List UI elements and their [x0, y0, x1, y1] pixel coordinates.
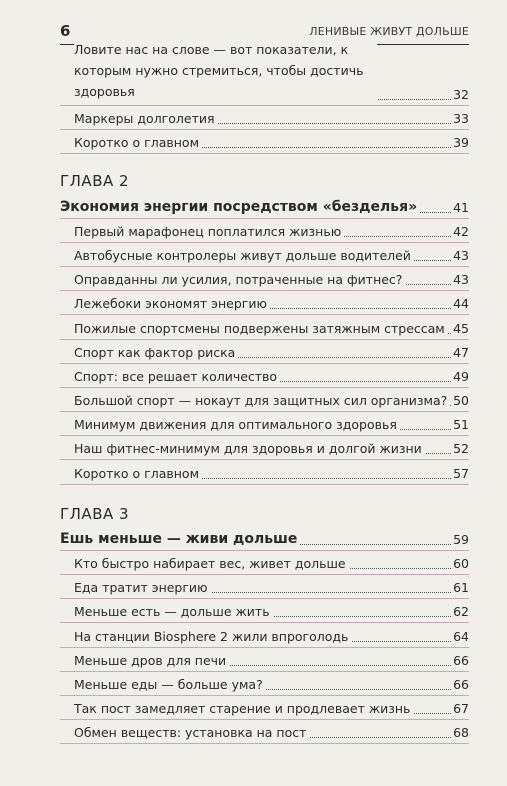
toc-entry-page: 64 — [453, 628, 469, 644]
toc-entry-title: Пожилые спортсмены подвержены затяжным стрессам — [74, 321, 448, 336]
toc-entry-page: 39 — [453, 135, 469, 151]
toc-entry — [60, 388, 469, 412]
toc-entry — [60, 364, 469, 388]
toc-entry-page: 52 — [453, 441, 469, 457]
toc-entry-title: Коротко о главном — [74, 466, 202, 481]
toc-entry-title: Меньше есть — дольше жить — [74, 604, 273, 619]
toc-entry-page: 57 — [453, 465, 469, 481]
chapter-title-page: 59 — [453, 531, 469, 547]
toc-entry — [60, 648, 469, 672]
toc-entry-page: 61 — [453, 580, 469, 596]
chapter-title-entry — [60, 194, 469, 218]
toc-entry-title: Автобусные контролеры живут дольше водителей — [74, 248, 414, 263]
toc-entry-title: Обмен веществ: установка на пост — [74, 725, 309, 740]
toc-entry-title: Большой спорт — нокаут для защитных сил организма? — [74, 393, 450, 408]
toc-entry-title: Спорт: все решает количество — [74, 369, 280, 384]
chapter-title: Ешь меньше — живи дольше — [60, 531, 300, 547]
toc-entry — [60, 42, 469, 106]
toc-entry-page: 49 — [453, 368, 469, 384]
toc-entry-title: Минимум движения для оптимального здоровья — [74, 417, 400, 432]
toc-entry-title: Лежебоки экономят энергию — [74, 296, 270, 311]
toc-entry-page: 32 — [453, 87, 469, 102]
toc-entry-page: 43 — [453, 272, 469, 288]
toc-entry — [60, 460, 469, 484]
toc-entry-title: Меньше дров для печи — [74, 653, 229, 668]
toc-entry-page: 50 — [453, 393, 469, 409]
chapter-label: ГЛАВА 2 — [60, 172, 130, 191]
toc-entry — [60, 130, 469, 154]
toc-entry — [60, 106, 469, 130]
toc-entry-page: 33 — [453, 111, 469, 127]
toc-entry-page: 62 — [453, 604, 469, 620]
toc-entry — [60, 436, 469, 460]
toc-entry — [60, 720, 469, 744]
chapter-title-entry — [60, 527, 469, 551]
toc-entry-title: Еда тратит энергию — [74, 580, 211, 595]
page-number: 6 — [60, 22, 71, 40]
toc-entry-page: 60 — [453, 556, 469, 571]
toc-entry — [60, 267, 469, 291]
toc-entry — [60, 672, 469, 696]
table-of-contents — [60, 42, 469, 744]
toc-entry — [60, 243, 469, 267]
toc-entry-page: 43 — [453, 247, 469, 263]
toc-entry — [60, 291, 469, 315]
chapter-title-page: 41 — [453, 199, 469, 215]
toc-entry — [60, 575, 469, 599]
toc-entry-title: Спорт как фактор риска — [74, 345, 238, 360]
running-title: ЛЕНИВЫЕ ЖИВУТ ДОЛЬШЕ — [309, 25, 469, 38]
toc-entry — [60, 315, 469, 339]
toc-entry-title: Коротко о главном — [74, 135, 202, 150]
toc-entry-page: 66 — [453, 652, 469, 668]
toc-entry-page: 47 — [453, 344, 469, 360]
toc-entry-title: Так пост замедляет старение и продлевает жизнь — [74, 701, 413, 716]
toc-entry-page: 45 — [453, 320, 469, 336]
toc-entry — [60, 551, 469, 575]
chapter-label: ГЛАВА 3 — [60, 504, 130, 523]
toc-entry-title: Оправданны ли усилия, потраченные на фитнес? — [74, 272, 405, 287]
toc-entry — [60, 696, 469, 720]
toc-entry-page: 66 — [453, 676, 469, 692]
toc-entry-page: 44 — [453, 296, 469, 312]
toc-entry-title: Маркеры долголетия — [74, 111, 218, 126]
toc-entry-title: Меньше еды — больше ума? — [74, 677, 266, 692]
toc-entry-page: 42 — [453, 223, 469, 239]
toc-entry-title: Кто быстро набирает вес, живет дольше — [74, 556, 349, 571]
toc-entry — [60, 623, 469, 647]
toc-entry-title: Ловите нас на слове — вот показатели, к которым нужно стремиться, чтобы достичь здоровья — [74, 39, 377, 102]
toc-entry — [60, 412, 469, 436]
toc-entry — [60, 340, 469, 364]
toc-entry — [60, 219, 469, 243]
toc-entry-title: На станции Biosphere 2 жили впроголодь — [74, 629, 351, 644]
toc-entry — [60, 599, 469, 623]
toc-entry-page: 51 — [453, 417, 469, 433]
toc-entry-title: Первый марафонец поплатился жизнью — [74, 224, 344, 239]
toc-entry-page: 68 — [453, 725, 469, 741]
toc-entry-page: 67 — [453, 701, 469, 717]
toc-entry-title: Наш фитнес-минимум для здоровья и долгой жизни — [74, 441, 425, 456]
chapter-title: Экономия энергии посредством «безделья» — [60, 199, 420, 215]
